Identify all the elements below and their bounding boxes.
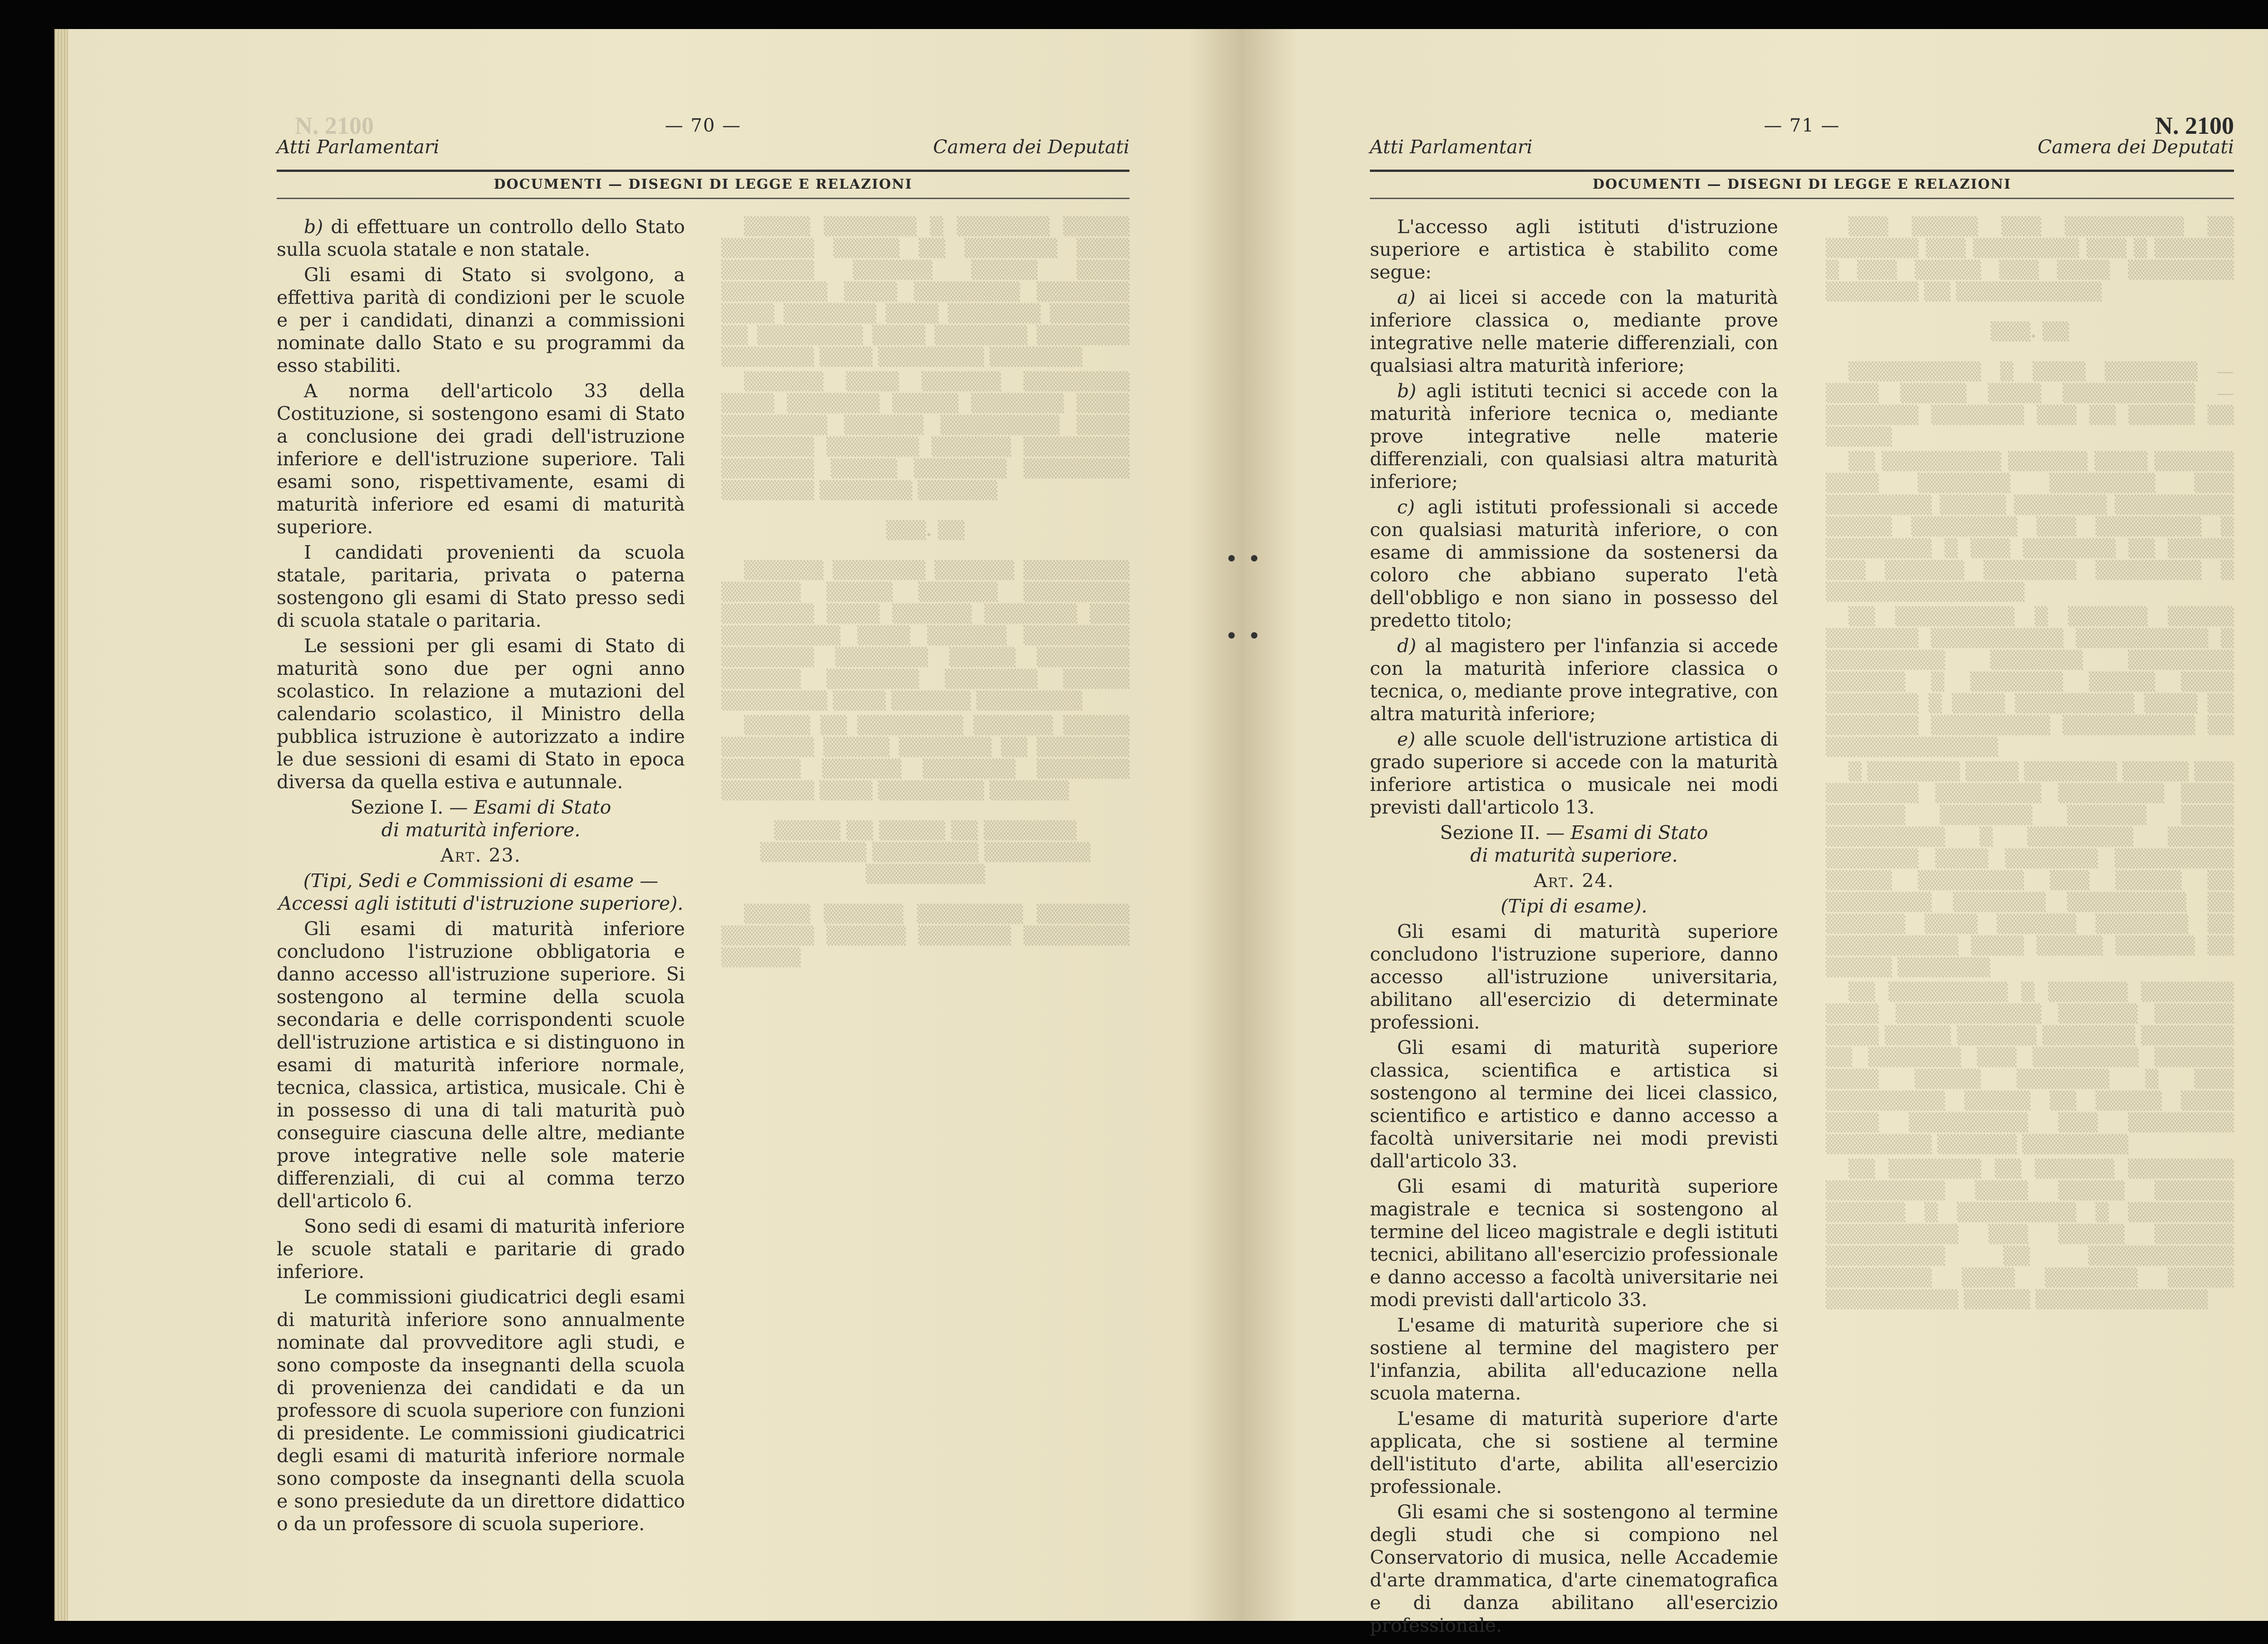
bleed-through-column: ▒▒▒▒▒ ▒▒▒▒▒▒▒ ▒ ▒▒▒▒▒▒▒ ▒▒▒▒▒ ▒▒▒▒▒▒▒ ▒▒▒▒▒ ▒▒ ▒▒▒▒▒▒▒ ▒▒▒▒ ▒▒▒▒▒▒▒ ▒▒▒▒▒▒ ▒▒▒▒▒ ▒▒▒▒ ▒▒▒▒▒▒▒▒ ▒▒▒▒ ▒▒▒▒▒▒▒▒ ▒▒▒▒▒▒▒ ▒▒▒▒ ▒▒▒▒▒▒▒ ▒▒▒▒ ▒▒▒▒▒▒▒ ▒▒▒▒▒▒ ▒▒ ▒▒▒▒▒▒▒▒ ▒▒▒▒ ▒▒▒▒▒▒▒ ▒▒▒▒▒▒▒ ▒▒▒▒▒▒▒ ▒▒▒▒ ▒▒▒▒▒▒▒▒ ▒▒▒▒▒▒▒ ▒▒▒▒▒▒ ▒▒▒▒ ▒▒▒▒▒▒ ▒▒▒▒▒▒▒▒ ▒▒▒▒ ▒▒▒▒▒▒▒ ▒▒▒▒▒ ▒▒▒▒▒▒▒ ▒▒▒▒ ▒▒▒▒▒▒▒▒ ▒▒▒▒▒▒ ▒▒▒▒▒▒▒▒▒ ▒▒▒▒ ▒▒▒▒▒▒▒ ▒▒▒▒▒▒▒ ▒▒▒▒▒▒ ▒▒▒▒▒▒▒▒ ▒▒▒▒▒▒▒ ▒▒▒▒▒ ▒▒▒▒▒▒▒ ▒▒▒▒▒▒▒▒ ▒▒▒▒▒▒▒ ▒▒▒▒▒▒▒ ▒▒▒▒▒▒ ▒▒▒. ▒▒ ▒▒▒▒▒▒ ▒▒▒▒▒▒▒ ▒▒▒▒▒▒ ▒▒▒▒▒▒▒▒ ▒▒▒▒▒▒ ▒▒▒▒▒ ▒▒▒▒▒▒ ▒▒▒▒▒▒▒▒ ▒▒▒▒▒▒▒ ▒▒▒▒ ▒▒▒▒▒▒ ▒▒▒▒▒▒▒ ▒▒▒ ▒▒▒▒▒▒▒▒▒ ▒▒▒▒ ▒▒▒▒▒▒ ▒▒▒▒▒▒▒▒ ▒▒▒▒▒▒▒ ▒▒▒▒▒▒▒ ▒▒▒▒▒ ▒▒▒▒▒▒▒ ▒▒▒▒▒▒ ▒▒▒▒▒▒▒ ▒▒▒▒▒▒▒ ▒▒▒▒▒ ▒▒▒▒▒▒▒▒ ▒▒▒▒ ▒▒▒▒▒▒ ▒▒▒▒▒▒▒▒ ▒▒▒▒▒ ▒▒ ▒▒▒▒▒▒▒▒ ▒▒▒▒▒▒ ▒▒▒▒▒ ▒▒▒▒▒▒▒ ▒▒▒▒▒ ▒▒▒▒▒▒▒ ▒▒ ▒▒▒▒▒▒▒ ▒▒▒▒▒▒ ▒▒▒▒▒▒ ▒▒▒▒▒▒▒ ▒▒▒▒▒▒▒ ▒▒▒▒▒▒▒ ▒▒▒▒ ▒▒▒▒▒▒▒▒ ▒▒▒▒▒▒ ▒▒▒▒▒ ▒▒ ▒▒▒▒▒ ▒▒ ▒▒▒▒▒▒▒ ▒▒▒▒▒▒▒▒ ▒▒▒▒▒▒▒▒ ▒▒▒▒▒▒▒▒ ▒▒▒▒▒▒▒▒▒ ▒▒▒▒▒ ▒▒▒▒▒▒ ▒▒▒▒▒▒▒▒ ▒▒▒▒▒▒▒ ▒▒▒▒▒▒▒ ▒▒▒▒▒▒ ▒▒▒▒▒▒▒ ▒▒▒▒▒▒▒▒ ▒▒▒▒▒▒	[721, 216, 1129, 967]
list-item: a) ai licei si accede con la maturità inferiore classica o, mediante prove integrative nelle materie differenziali, con qualsiasi altra maturità inferiore;	[1370, 287, 1778, 376]
paragraph: I candidati provenienti da scuola statale, paritaria, privata o paterna sostengono gli esami di Stato presso sedi di scuola statale o paritaria.	[277, 541, 685, 631]
binding-mark	[1228, 632, 1235, 639]
section-bar: DOCUMENTI — DISEGNI DI LEGGE E RELAZIONI	[1592, 176, 2012, 192]
binding-mark	[1228, 555, 1235, 561]
section-bar: DOCUMENTI — DISEGNI DI LEGGE E RELAZIONI	[494, 176, 913, 192]
document-number: N. 2100	[2155, 112, 2234, 139]
left-page	[54, 29, 1243, 1621]
article-title: (Tipi di esame).	[1501, 895, 1647, 917]
left-page-content	[277, 112, 1129, 1538]
bleed-through-number: N. 2100	[295, 112, 374, 139]
right-page	[1243, 29, 2268, 1636]
paragraph: Gli esami di maturità inferiore concludono l'istruzione obbligatoria e danno accesso all'istruzione superiore. Si sostengono al termine della scuola secondaria e delle corrispondenti scuole dell'istruzione artistica e si distinguono in esami di maturità inferiore normale, tecnica, classica, artistica, musicale. Chi è in possesso di una di tali maturità può conseguire ciascuna delle altre, mediante prove integrative nelle sole materie differenziali, di cui al comma terzo dell'articolo 6.	[277, 918, 685, 1212]
publication-name: Atti Parlamentari	[1370, 136, 1533, 158]
paragraph: Le commissioni giudicatrici degli esami di maturità inferiore sono annualmente nominate dal provveditore agli studi, e sono composte da insegnanti della scuola di provenienza dei candidati e da un professore di scuola superiore con funzioni di presidente. Le commissioni giudicatrici degli esami di maturità inferiore normale sono composte da insegnanti della scuola e sono presiedute da un direttore didattico o da un professore di scuola superiore.	[277, 1286, 685, 1535]
chamber-name: Camera dei Deputati	[2038, 136, 2234, 158]
article-heading: Art. 23.	[440, 844, 521, 866]
paragraph: A norma dell'articolo 33 della Costituzione, si sostengono esami di Stato a conclusione dei gradi dell'istruzione inferiore e dell'istruzione superiore. Tali esami sono, rispettivamente, esami di maturità inferiore ed esami di maturità superiore.	[277, 380, 685, 538]
chamber-name: Camera dei Deputati	[933, 136, 1129, 158]
running-header	[1370, 112, 2234, 170]
article-heading: Art. 24.	[1534, 870, 1614, 892]
list-item: b) agli istituti tecnici si accede con la maturità inferiore tecnica o, mediante prove integrative nelle materie differenziali, con qualsiasi altra maturità inferiore;	[1370, 380, 1778, 493]
paragraph: b) di effettuare un controllo dello Stato sulla scuola statale e non statale.	[277, 216, 685, 260]
page-number: — 70 —	[665, 115, 742, 136]
section-heading: Sezione I. — Esami di Stato di maturità inferiore.	[350, 796, 611, 841]
list-item: d) al magistero per l'infanzia si accede con la maturità inferiore classica o tecnica, o, mediante prove integrative, con altra maturità inferiore;	[1370, 635, 1778, 725]
paragraph: Gli esami di Stato si svolgono, a effettiva parità di condizioni per le scuole e per i candidati, dinanzi a commissioni nominate dallo Stato e su programmi da esso stabiliti.	[277, 264, 685, 376]
page-stack-edge	[54, 29, 68, 1621]
list-item: c) agli istituti professionali si accede con qualsiasi maturità inferiore, o con esame di ammissione da sostenersi da coloro che abbiano superato l'età dell'obbligo e non siano in possesso del predetto titolo;	[1370, 496, 1778, 631]
header-rule-secondary	[277, 198, 1129, 199]
section-heading: Sezione II. — Esami di Stato di maturità superiore.	[1440, 822, 1708, 866]
list-item: e) alle scuole dell'istruzione artistica di grado superiore si accede con la maturità inferiore artistica o musicale nei modi previsti dall'articolo 13.	[1370, 728, 1778, 818]
paragraph: L'esame di maturità superiore che si sostiene al termine del magistero per l'infanzia, abilita all'educazione nella scuola materna.	[1370, 1314, 1778, 1404]
paragraph: Le sessioni per gli esami di Stato di maturità sono due per ogni anno scolastico. In relazione a mutazioni del calendario scolastico, il Ministro della pubblica istruzione è autorizzato a indire le due sessioni di esami di Stato in epoca diversa da quella estiva e autunnale.	[277, 635, 685, 793]
page-number: — 71 —	[1764, 115, 1840, 136]
gutter-shadow	[1188, 29, 1243, 1621]
gutter-shadow	[1243, 29, 1297, 1621]
text-column-main	[277, 215, 685, 1538]
header-rule-secondary	[1370, 198, 2234, 199]
paragraph: L'accesso agli istituti d'istruzione superiore e artistica è stabilito come segue:	[1370, 216, 1778, 283]
bleed-through-column: ▒▒▒ ▒▒▒▒▒ ▒▒▒ ▒▒▒▒▒▒▒▒▒ ▒▒ ▒▒▒▒▒▒▒ ▒▒▒ ▒▒▒▒▒▒▒▒ ▒▒▒ ▒ ▒▒▒▒▒▒ ▒ ▒▒▒ ▒▒▒▒▒ ▒▒▒ ▒▒▒▒ ▒▒▒▒▒▒▒▒ ▒▒▒▒▒▒▒ ▒▒ ▒▒▒▒▒▒▒▒▒▒▒ ▒▒▒. ▒▒ ▒▒▒▒▒▒▒▒▒▒ ▒ ▒▒▒▒ ▒▒▒▒▒▒▒ — ▒▒▒▒ ▒▒▒▒▒ ▒▒▒▒ ▒▒▒▒▒▒▒▒▒▒ — ▒▒▒▒▒▒▒ ▒▒▒▒▒▒▒ ▒▒▒ ▒▒ ▒▒▒▒▒ ▒▒ ▒▒▒▒▒ ▒▒ ▒▒▒▒▒▒▒▒▒ ▒▒▒▒▒▒ ▒▒▒▒ ▒▒▒▒▒▒ ▒▒▒▒ ▒▒▒▒▒▒▒ ▒▒▒▒▒▒▒▒ ▒▒▒ ▒▒▒▒▒▒▒▒ ▒▒▒▒▒ ▒▒▒▒▒▒▒ ▒▒▒▒▒▒▒▒▒ ▒▒▒▒▒ ▒▒▒▒▒▒▒▒ ▒▒▒ ▒▒▒▒▒▒▒▒ ▒ ▒▒▒▒▒▒▒▒ ▒ ▒▒▒ ▒▒▒▒▒▒▒ ▒▒ ▒▒▒▒▒ ▒▒▒ ▒▒▒▒▒▒ ▒▒▒▒▒▒▒ ▒▒▒▒▒▒▒▒ ▒ ▒▒▒▒▒▒▒▒▒▒▒▒▒▒▒ ▒▒ ▒▒▒▒▒▒▒▒▒ ▒ ▒▒▒▒▒▒ ▒▒▒▒▒ ▒▒▒▒▒▒▒ ▒▒▒▒▒▒▒▒▒▒ ▒▒▒▒▒▒▒▒▒▒ ▒ ▒▒▒▒▒▒▒▒▒ ▒▒▒▒▒▒▒ ▒▒▒▒▒▒▒▒ ▒▒▒▒▒▒ ▒ ▒▒▒▒▒▒▒ ▒▒▒▒▒ ▒▒▒▒ ▒▒▒▒▒▒▒ ▒ ▒▒▒▒ ▒▒▒▒▒▒▒▒▒ ▒▒▒▒ ▒▒ ▒▒▒▒▒▒▒ ▒▒▒▒▒▒▒▒▒ ▒▒▒▒▒▒▒▒▒▒ ▒▒ ▒▒▒▒▒▒▒▒▒▒▒▒▒ ▒ ▒▒▒▒▒▒▒ ▒▒▒▒ ▒▒▒▒▒▒▒ ▒▒▒▒▒ ▒▒▒ ▒▒▒▒▒▒▒ ▒▒▒▒▒▒▒▒ ▒▒▒▒▒▒▒▒ ▒▒▒▒ ▒▒▒▒▒▒ ▒▒▒▒▒▒▒ ▒▒▒▒▒▒ ▒▒▒▒ ▒▒▒▒▒▒▒▒▒ ▒ ▒▒▒▒▒▒▒▒ ▒▒▒▒▒ ▒▒▒▒▒▒▒ ▒▒▒▒ ▒▒▒▒▒▒▒ ▒▒▒▒▒▒▒▒▒ ▒▒▒▒▒ ▒▒▒▒▒▒▒▒ ▒▒▒ ▒▒▒▒▒ ▒▒ ▒▒▒▒▒▒▒▒ ▒▒▒▒▒▒▒ ▒▒▒▒▒▒▒▒▒ ▒▒ ▒▒▒▒▒▒ ▒▒▒▒ ▒▒▒▒▒▒ ▒▒▒▒▒▒▒ ▒▒ ▒▒▒▒▒▒▒▒▒▒ ▒▒▒▒ ▒▒▒▒▒ ▒▒▒▒▒▒ ▒▒ ▒▒▒▒▒ ▒▒▒▒▒▒▒ ▒▒ ▒▒▒▒▒▒▒▒▒ ▒ ▒▒▒▒▒▒ ▒▒▒▒▒▒▒ ▒▒▒▒ ▒▒▒▒▒▒▒▒▒▒▒ ▒▒▒▒▒▒ ▒▒▒▒▒▒ ▒▒▒▒ ▒▒▒▒▒ ▒▒▒▒▒▒ ▒▒▒▒▒▒▒ ▒▒▒▒▒▒▒ ▒▒ ▒▒▒▒▒▒▒ ▒▒▒ ▒▒▒▒▒▒▒▒ ▒▒▒▒▒▒ ▒▒▒▒ ▒▒▒▒▒ ▒▒▒▒▒▒▒ ▒ ▒▒▒ ▒▒▒▒▒▒▒▒▒ ▒▒▒▒▒ ▒▒ ▒▒▒▒▒ ▒▒▒▒ ▒▒▒▒ ▒▒▒▒▒▒▒▒▒ ▒▒▒ ▒▒▒▒▒▒▒▒ ▒▒▒▒▒▒▒▒ ▒▒▒▒▒▒ ▒▒▒▒▒▒▒▒ ▒▒ ▒▒▒▒▒▒▒ ▒▒ ▒▒▒▒▒▒ ▒▒▒▒▒▒▒▒ ▒▒▒▒▒▒▒▒▒ ▒▒▒▒ ▒▒▒▒▒ ▒▒▒▒▒▒ ▒▒▒▒▒▒ ▒ ▒▒▒▒▒▒▒▒▒ ▒ ▒▒▒▒▒▒▒▒ ▒▒▒▒▒▒▒▒▒▒ ▒▒▒ ▒▒▒▒▒ ▒▒▒▒▒▒ ▒▒▒▒▒▒▒▒▒ ▒▒ ▒▒▒▒▒▒▒▒▒▒▒ ▒▒▒▒▒▒▒▒ ▒▒▒▒ ▒▒▒▒▒▒▒ ▒▒▒▒▒ ▒▒▒▒▒▒▒▒▒▒ ▒▒▒▒▒ ▒▒▒▒▒▒▒▒▒▒▒▒▒	[1826, 216, 2234, 1309]
text-columns	[1370, 215, 2234, 1639]
article-title: (Tipi, Sedi e Commissioni di esame — Accessi agli istituti d'istruzione superiore).	[278, 870, 684, 914]
paragraph: Gli esami di maturità superiore magistrale e tecnica si sostengono al termine del liceo magistrale e degli istituti tecnici, abilitano all'esercizio professionale e danno accesso a facoltà universitarie nei modi previsti dall'articolo 33.	[1370, 1176, 1778, 1311]
paragraph: L'esame di maturità superiore d'arte applicata, che si sostiene al termine dell'istituto d'arte, abilita all'esercizio professionale.	[1370, 1408, 1778, 1498]
paragraph: Sono sedi di esami di maturità inferiore le scuole statali e paritarie di grado inferiore.	[277, 1215, 685, 1283]
paragraph: Gli esami di maturità superiore concludono l'istruzione superiore, danno accesso all'istruzione universitaria, abilitano all'esercizio di determinate professioni.	[1370, 921, 1778, 1033]
binding-mark	[1251, 555, 1257, 561]
right-page-content	[1370, 112, 2234, 1639]
paragraph: Gli esami che si sostengono al termine degli studi che si compiono nel Conservatorio di musica, nelle Accademie d'arte drammatica, d'arte cinematografica e di danza abilitano all'esercizio professionale.	[1370, 1501, 1778, 1636]
publication-name: Atti Parlamentari	[277, 136, 440, 158]
running-header	[277, 112, 1129, 170]
paragraph: Gli esami di maturità superiore classica, scientifica e artistica si sostengono al termine dei licei classico, scientifico e artistico e danno accesso a facoltà universitarie nei modi previsti dall'articolo 33.	[1370, 1037, 1778, 1172]
binding-mark	[1251, 632, 1257, 639]
text-columns	[277, 215, 1129, 1538]
text-column-main	[1370, 215, 1778, 1639]
